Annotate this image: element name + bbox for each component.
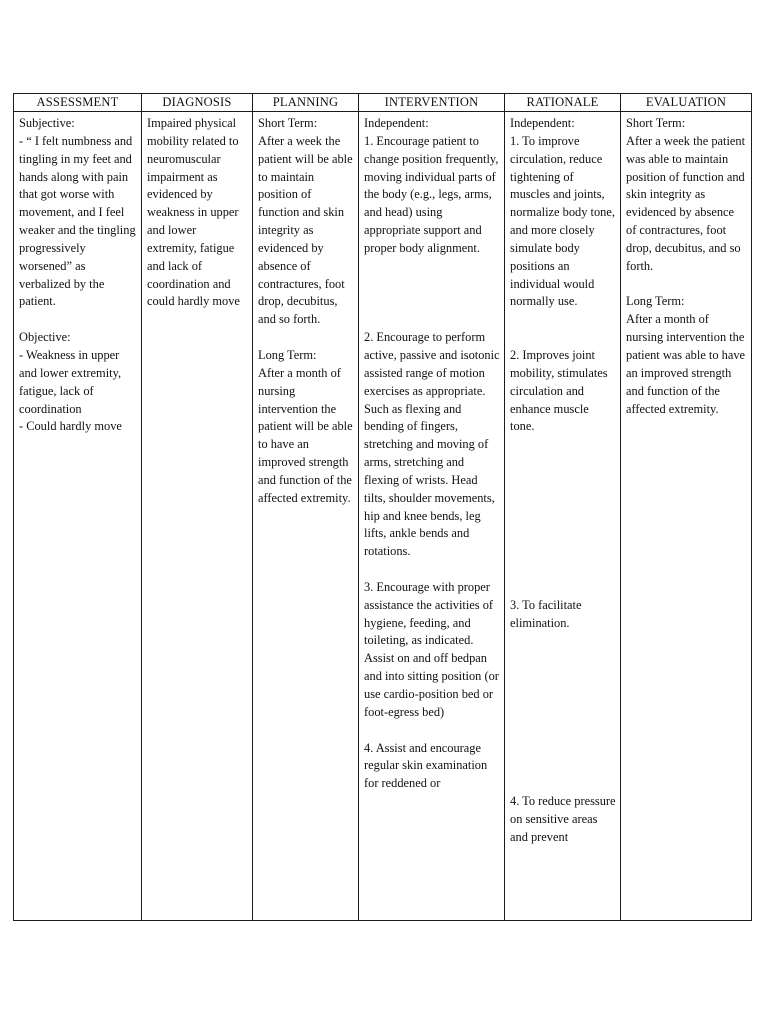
evaluation-cell: [621, 112, 752, 921]
header-assessment: ASSESSMENT: [14, 94, 142, 112]
rationale-text: Independent: 1. To improve circulation, reduce tightening of muscles and joints, normalize body tone, and more closely simulate body positions an individual would normally use. 2. Improves joint mobility, stimulates circulation and enhance muscle tone. 3. To facilitate elimination. 4. To reduce pressure on sensitive areas and prevent: [510, 116, 616, 844]
header-diagnosis: DIAGNOSIS: [142, 94, 253, 112]
evaluation-text: Short Term: After a week the patient was able to maintain position of function and skin integrity as evidenced by absence of contractures, foot drop, decubitus, and so forth. Long Term: After a month of nursing intervention the patient was able to have an improved strength and function of the affected extremity.: [626, 116, 746, 416]
assessment-cell: [14, 112, 142, 921]
header-evaluation: EVALUATION: [621, 94, 752, 112]
header-rationale: RATIONALE: [505, 94, 621, 112]
planning-cell: [253, 112, 359, 921]
nursing-care-plan-table: [13, 93, 752, 921]
diagnosis-cell: [142, 112, 253, 921]
rationale-cell: [505, 112, 621, 921]
header-planning: PLANNING: [253, 94, 359, 112]
header-row: [14, 94, 752, 112]
planning-text: Short Term: After a week the patient will be able to maintain position of function and skin integrity as evidenced by absence of contractures, foot drop, decubitus, and so forth. Long Term: After a month of nursing intervention the patient will be able to have an improved strength and function of the affected extremity.: [258, 116, 353, 505]
table-row: [14, 112, 752, 921]
intervention-cell: [359, 112, 505, 921]
header-intervention: INTERVENTION: [359, 94, 505, 112]
diagnosis-text: Impaired physical mobility related to neuromuscular impairment as evidenced by weakness in upper and lower extremity, fatigue and lack of coordination and could hardly move: [147, 116, 242, 309]
intervention-text: Independent: 1. Encourage patient to change position frequently, moving individual parts of the body (e.g., legs, arms, and head) using appropriate support and proper body alignment. 2. Encourage to perform active, passive and isotonic assisted range of motion exercises as appropriate. Such as flexing and bending of fingers, stretching and moving of arms, stretching and flexing of wrists. Head tilts, shoulder movements, hip and knee bends, leg lifts, ankle bends and rotations. 3. Encourage with proper assistance the activities of hygiene, feeding, and toileting, as indicated. Assist on and off bedpan and into sitting position (or use cardio-position bed or foot-egress bed) 4. Assist and encourage regular skin examination for reddened or: [364, 116, 500, 791]
assessment-text: Subjective: - “ I felt numbness and tingling in my feet and hands along with pain that got worse with movement, and I feel weaker and the tingling progressively worsened” as verbalized by the patient. Objective: - Weakness in upper and lower extremity, fatigue, lack of coordination - Could hardly move: [19, 116, 136, 434]
